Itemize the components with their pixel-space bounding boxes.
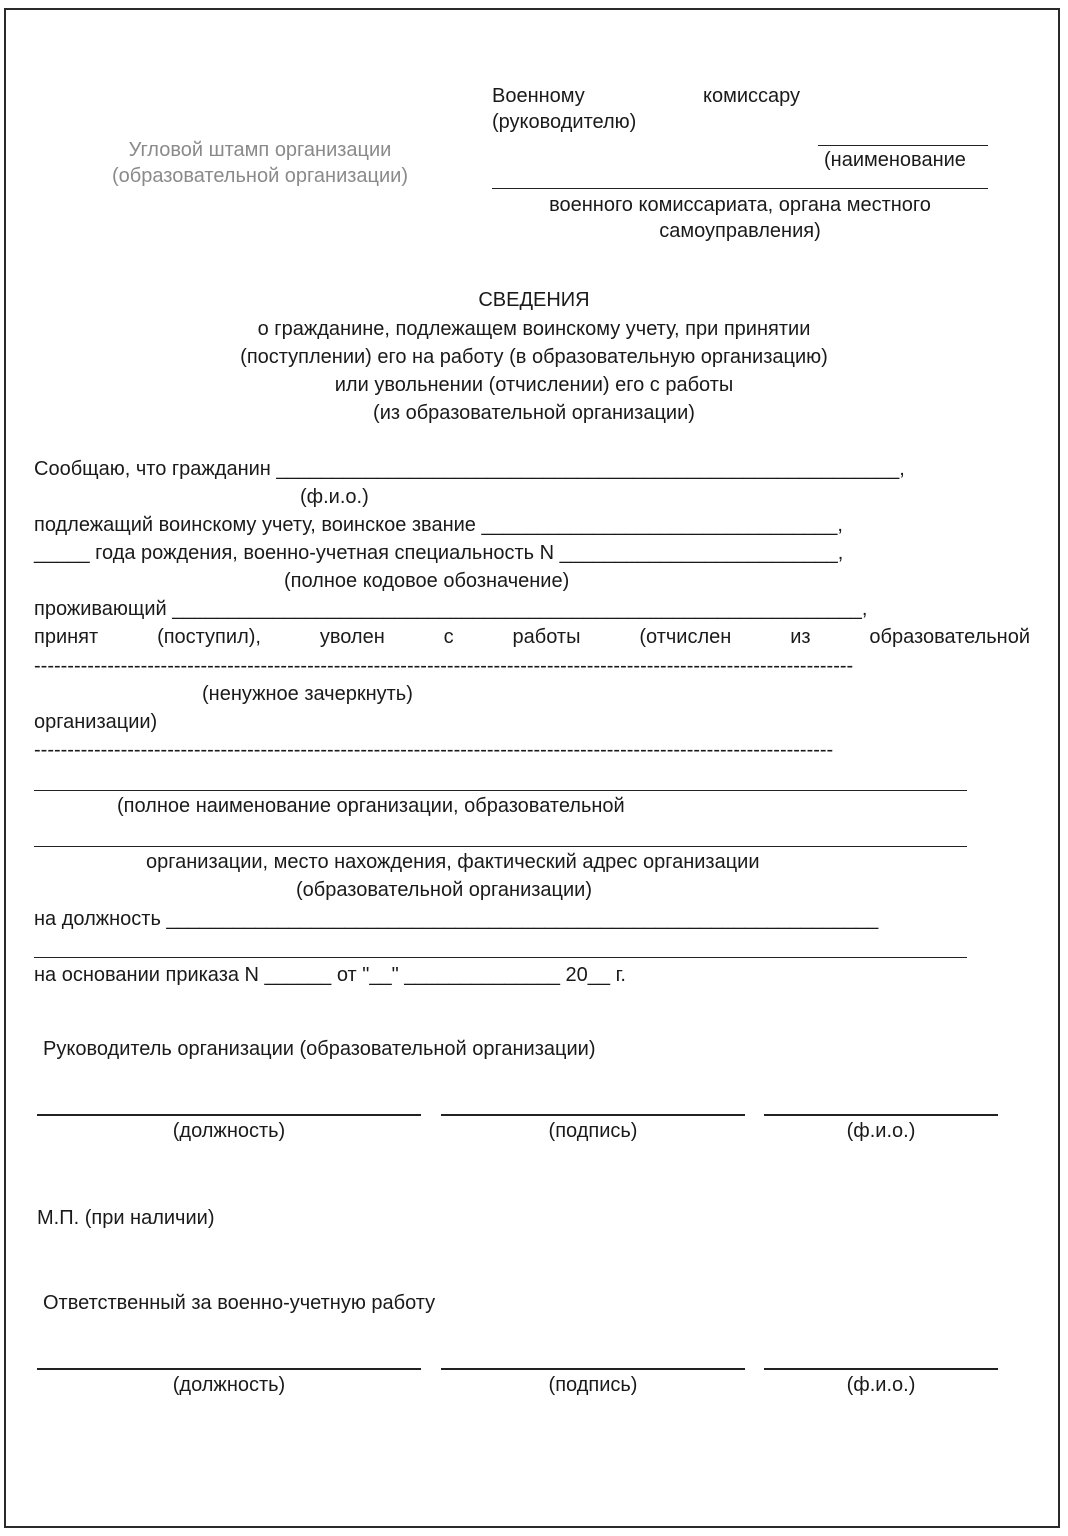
head-position-blank <box>37 1114 421 1116</box>
title-sub-3: или увольнении (отчислении) его с работы <box>334 374 734 396</box>
addressee-blank-2 <box>492 188 988 189</box>
location-caption-2: (образовательной организации) <box>296 879 592 901</box>
location-caption: организации, место нахождения, фактический адрес организации <box>146 851 760 873</box>
title-sub-1: о гражданине, подлежащем воинскому учету, при принятии <box>257 318 811 340</box>
addressee-line-2: (руководителю) <box>492 111 637 133</box>
head-signature-blank <box>441 1114 745 1116</box>
hired-fired-line <box>34 623 1030 651</box>
hired-word-2: (поступил), <box>157 626 261 648</box>
position-blank-2 <box>34 957 967 958</box>
residence-line: проживающий ______________________________________________________________, <box>34 598 868 620</box>
organization-word: организации) <box>34 711 158 733</box>
addressee-word-2: комиссару <box>703 85 801 107</box>
document-title: СВЕДЕНИЯ <box>478 289 590 311</box>
strike-caption: (ненужное зачеркнуть) <box>202 683 413 705</box>
head-fio-blank <box>764 1114 998 1116</box>
position-line: на должность ________________________________________________________________ <box>34 908 879 930</box>
addressee-naming: (наименование <box>824 149 966 171</box>
hired-word-1: принят <box>34 626 99 648</box>
responsible-signature-caption: (подпись) <box>548 1374 638 1396</box>
hired-word-4: с <box>443 626 454 648</box>
responsible-signature-blank <box>441 1368 745 1370</box>
order-line: на основании приказа N ______ от "__" ______________ 20__ г. <box>34 964 626 986</box>
fio-caption: (ф.и.о.) <box>300 486 369 508</box>
dashed-separator-2: ------------------------------------------------------------------------------------------------------------------------ <box>34 740 834 760</box>
fullname-caption: (полное наименование организации, образовательной <box>117 795 625 817</box>
addressee-line-5: самоуправления) <box>659 220 821 242</box>
head-label: Руководитель организации (образовательной организации) <box>43 1038 596 1060</box>
org-name-blank-2 <box>34 846 967 847</box>
head-position-caption: (должность) <box>172 1120 286 1142</box>
title-sub-2: (поступлении) его на работу (в образовательную организацию) <box>240 346 828 368</box>
rank-line: подлежащий воинскому учету, воинское звание ________________________________, <box>34 514 843 536</box>
dashed-separator-1: --------------------------------------------------------------------------------------------------------------------------- <box>34 656 854 676</box>
hired-word-3: уволен <box>319 626 385 648</box>
org-name-blank-1 <box>34 790 967 791</box>
responsible-position-blank <box>37 1368 421 1370</box>
code-caption: (полное кодовое обозначение) <box>284 570 570 592</box>
seal-label: М.П. (при наличии) <box>37 1207 215 1229</box>
head-signature-caption: (подпись) <box>548 1120 638 1142</box>
hired-word-6: (отчислен <box>639 626 732 648</box>
responsible-fio-blank <box>764 1368 998 1370</box>
responsible-label: Ответственный за военно-учетную работу <box>43 1292 436 1314</box>
hired-word-7: из <box>790 626 811 648</box>
responsible-position-caption: (должность) <box>172 1374 286 1396</box>
citizen-line: Сообщаю, что гражданин ________________________________________________________, <box>34 458 905 480</box>
hired-word-8: образовательной <box>869 626 1030 648</box>
birth-specialty-line: _____ года рождения, военно-учетная специальность N _________________________, <box>34 542 844 564</box>
stamp-line-1: Угловой штамп организации <box>128 139 392 161</box>
head-fio-caption: (ф.и.о.) <box>846 1120 916 1142</box>
stamp-line-2: (образовательной организации) <box>112 165 408 187</box>
responsible-fio-caption: (ф.и.о.) <box>846 1374 916 1396</box>
title-sub-4: (из образовательной организации) <box>373 402 695 424</box>
addressee-word-1: Военному <box>492 85 585 107</box>
addressee-line-4: военного комиссариата, органа местного <box>549 194 931 216</box>
hired-word-5: работы <box>512 626 581 648</box>
